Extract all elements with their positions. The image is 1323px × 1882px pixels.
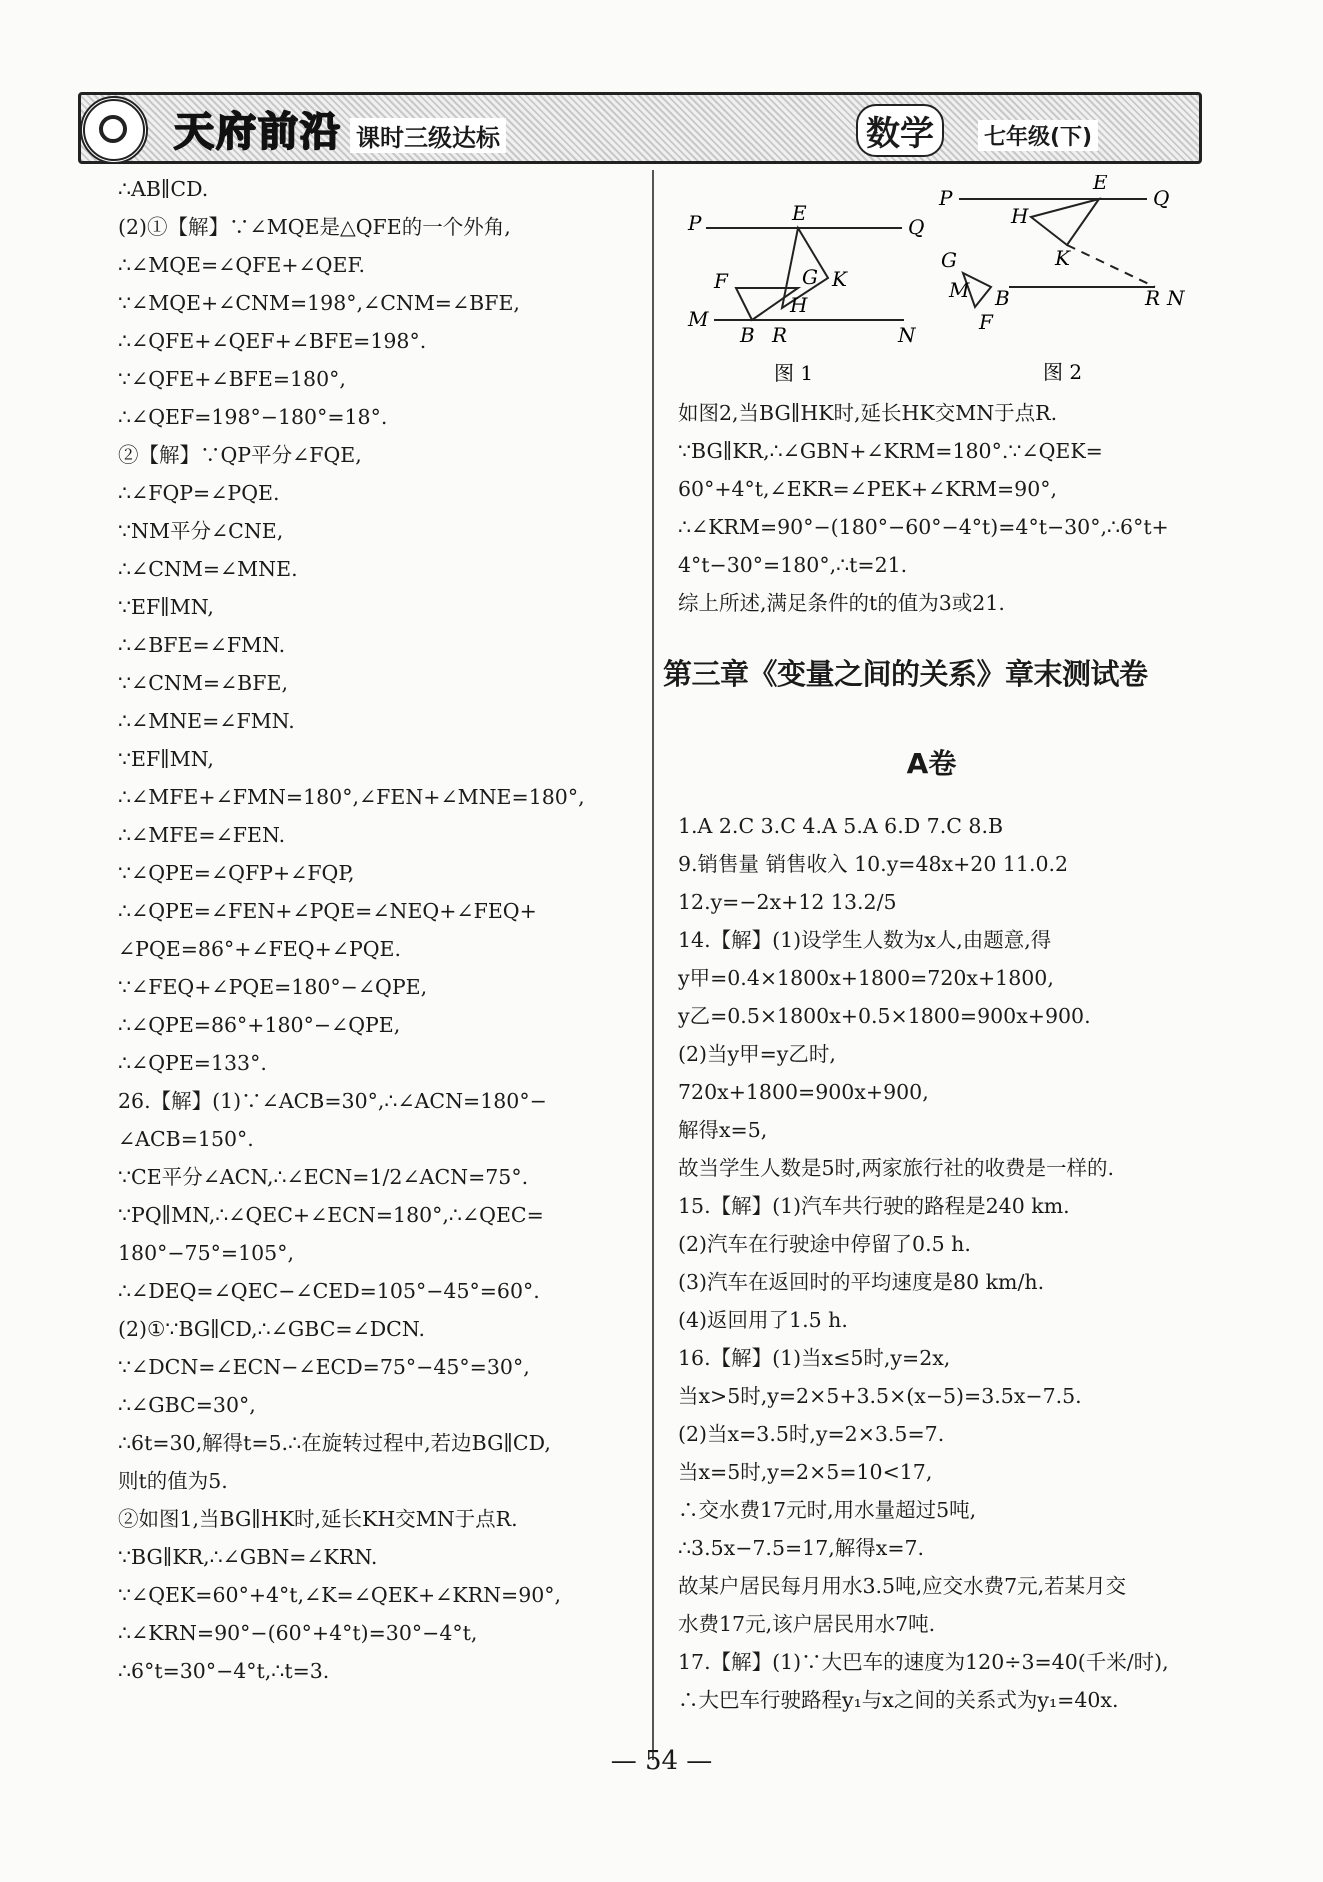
fig2-label-g: G — [941, 248, 957, 272]
volume-title: A卷 — [906, 747, 957, 780]
text-line: 解得x=5, — [678, 1118, 768, 1142]
text-line: ∴∠MNE=∠FMN. — [118, 709, 295, 733]
chapter-title: 第三章《变量之间的关系》章末测试卷 — [663, 657, 1148, 691]
grade-label: 七年级(下) — [978, 120, 1098, 151]
text-line: 180°−75°=105°, — [118, 1241, 294, 1265]
text-line: ∴大巴车行驶路程y₁与x之间的关系式为y₁=40x. — [678, 1688, 1119, 1712]
figure-2 — [935, 175, 1195, 390]
figure-1 — [678, 190, 933, 390]
text-line: 720x+1800=900x+900, — [678, 1080, 929, 1104]
text-line: ∴∠MFE=∠FEN. — [118, 823, 286, 847]
right-column-answers — [678, 807, 1198, 1719]
text-line: ②如图1,当BG∥HK时,延长KH交MN于点R. — [118, 1507, 518, 1531]
text-line: ∴6°t=30°−4°t,∴t=3. — [118, 1659, 330, 1683]
text-line: ∴∠MQE=∠QFE+∠QEF. — [118, 253, 366, 277]
text-line: ∴6t=30,解得t=5.∴在旋转过程中,若边BG∥CD, — [118, 1431, 551, 1455]
text-line: ∴AB∥CD. — [118, 177, 209, 201]
text-line: ∴∠GBC=30°, — [118, 1393, 256, 1417]
text-line: ∴∠QPE=133°. — [118, 1051, 267, 1075]
text-line: 17.【解】(1)∵大巴车的速度为120÷3=40(千米/时), — [678, 1650, 1169, 1674]
fig2-label-p: P — [939, 186, 953, 210]
text-line: 15.【解】(1)汽车共行驶的路程是240 km. — [678, 1194, 1070, 1218]
text-line: y乙=0.5×1800x+0.5×1800=900x+900. — [678, 1004, 1091, 1028]
text-line: ∴∠KRN=90°−(60°+4°t)=30°−4°t, — [118, 1621, 478, 1645]
text-line: ∵CE平分∠ACN,∴∠ECN=1/2∠ACN=75°. — [118, 1165, 529, 1189]
text-line: ∵∠QEK=60°+4°t,∠K=∠QEK+∠KRN=90°, — [118, 1583, 562, 1607]
fig2-caption: 图 2 — [1043, 360, 1083, 384]
text-line: ∵BG∥KR,∴∠GBN=∠KRN. — [118, 1545, 378, 1569]
page-number: — 54 — — [610, 1746, 713, 1776]
text-line: 4°t−30°=180°,∴t=21. — [678, 553, 908, 577]
series-name: 课时三级达标 — [350, 118, 506, 153]
fig1-label-h: H — [790, 293, 808, 317]
fig1-label-n: N — [898, 323, 916, 347]
text-line: 12.y=−2x+12 13.2/5 — [678, 890, 897, 914]
text-line: ②【解】∵QP平分∠FQE, — [118, 443, 362, 467]
subject-label: 数学 — [856, 104, 944, 157]
text-line: 如图2,当BG∥HK时,延长HK交MN于点R. — [678, 401, 1058, 425]
text-line: ∴∠BFE=∠FMN. — [118, 633, 286, 657]
left-column — [118, 170, 638, 1690]
text-line: 14.【解】(1)设学生人数为x人,由题意,得 — [678, 928, 1052, 952]
text-line: ∴∠MFE+∠FMN=180°,∠FEN+∠MNE=180°, — [118, 785, 585, 809]
text-line: 16.【解】(1)当x≤5时,y=2x, — [678, 1346, 951, 1370]
text-line: (2)①【解】∵∠MQE是△QFE的一个外角, — [118, 215, 511, 239]
fig1-label-r: R — [772, 323, 788, 347]
text-line: ∴∠CNM=∠MNE. — [118, 557, 298, 581]
text-line: (4)返回用了1.5 h. — [678, 1308, 848, 1332]
text-line: 9.销售量 销售收入 10.y=48x+20 11.0.2 — [678, 852, 1069, 876]
text-line: 26.【解】(1)∵∠ACB=30°,∴∠ACN=180°− — [118, 1089, 547, 1113]
text-line: 故当学生人数是5时,两家旅行社的收费是一样的. — [678, 1156, 1115, 1180]
text-line: 故某户居民每月用水3.5吨,应交水费7元,若某月交 — [678, 1574, 1127, 1598]
text-line: 60°+4°t,∠EKR=∠PEK+∠KRM=90°, — [678, 477, 1057, 501]
text-line: ∵PQ∥MN,∴∠QEC+∠ECN=180°,∴∠QEC= — [118, 1203, 544, 1227]
text-line: ∵EF∥MN, — [118, 747, 214, 771]
text-line: ∠PQE=86°+∠FEQ+∠PQE. — [118, 937, 402, 961]
fig1-label-g: G — [802, 265, 818, 289]
text-line: (2)当x=3.5时,y=2×3.5=7. — [678, 1422, 945, 1446]
fig1-label-m: M — [688, 307, 709, 331]
right-column-top — [678, 394, 1198, 622]
text-line: y甲=0.4×1800x+1800=720x+1800, — [678, 966, 1054, 990]
text-line: (3)汽车在返回时的平均速度是80 km/h. — [678, 1270, 1045, 1294]
text-line: 水费17元,该户居民用水7吨. — [678, 1612, 936, 1636]
text-line: ∵BG∥KR,∴∠GBN+∠KRM=180°.∵∠QEK= — [678, 439, 1103, 463]
text-line: ∵∠CNM=∠BFE, — [118, 671, 288, 695]
text-line: ∴∠DEQ=∠QEC−∠CED=105°−45°=60°. — [118, 1279, 540, 1303]
fig2-label-h: H — [1011, 204, 1029, 228]
text-line: ∴交水费17元时,用水量超过5吨, — [678, 1498, 977, 1522]
text-line: ∴∠QFE+∠QEF+∠BFE=198°. — [118, 329, 427, 353]
fig1-label-e: E — [792, 201, 807, 225]
brand-name: 天府前沿 — [174, 109, 342, 155]
fig1-label-k: K — [832, 267, 847, 291]
text-line: (2)①∵BG∥CD,∴∠GBC=∠DCN. — [118, 1317, 425, 1341]
fig2-label-n: N — [1167, 286, 1185, 310]
text-line: ∵∠QPE=∠QFP+∠FQP, — [118, 861, 355, 885]
text-line: ∴∠KRM=90°−(180°−60°−4°t)=4°t−30°,∴6°t+ — [678, 515, 1169, 539]
brand-logo-icon — [80, 96, 148, 164]
text-line: (2)汽车在行驶途中停留了0.5 h. — [678, 1232, 971, 1256]
text-line: ∵∠QFE+∠BFE=180°, — [118, 367, 346, 391]
text-line: 1.A 2.C 3.C 4.A 5.A 6.D 7.C 8.B — [678, 814, 1004, 838]
text-line: 当x>5时,y=2×5+3.5×(x−5)=3.5x−7.5. — [678, 1384, 1082, 1408]
text-line: ∴∠FQP=∠PQE. — [118, 481, 280, 505]
text-line: ∠ACB=150°. — [118, 1127, 254, 1151]
text-line: (2)当y甲=y乙时, — [678, 1042, 836, 1066]
fig2-label-m: M — [949, 278, 970, 302]
text-line: ∵NM平分∠CNE, — [118, 519, 284, 543]
fig1-label-p: P — [688, 211, 702, 235]
text-line: ∵EF∥MN, — [118, 595, 214, 619]
fig2-label-f: F — [979, 310, 993, 334]
text-line: ∵∠DCN=∠ECN−∠ECD=75°−45°=30°, — [118, 1355, 530, 1379]
fig1-label-q: Q — [908, 215, 925, 239]
text-line: ∵∠MQE+∠CNM=198°,∠CNM=∠BFE, — [118, 291, 520, 315]
column-divider — [652, 170, 654, 1760]
text-line: ∵∠FEQ+∠PQE=180°−∠QPE, — [118, 975, 428, 999]
text-line: 则t的值为5. — [118, 1469, 228, 1493]
fig1-label-b: B — [740, 323, 755, 347]
fig1-caption: 图 1 — [774, 361, 814, 385]
fig2-label-k: K — [1055, 246, 1070, 270]
text-line: 当x=5时,y=2×5=10<17, — [678, 1460, 933, 1484]
fig1-label-f: F — [714, 269, 728, 293]
fig2-label-e: E — [1093, 175, 1108, 194]
text-line: 综上所述,满足条件的t的值为3或21. — [678, 591, 1005, 615]
text-line: ∴∠QPE=∠FEN+∠PQE=∠NEQ+∠FEQ+ — [118, 899, 537, 923]
fig2-label-b: B — [995, 286, 1010, 310]
fig2-label-r: R — [1145, 286, 1161, 310]
text-line: ∴∠QEF=198°−180°=18°. — [118, 405, 388, 429]
text-line: ∴3.5x−7.5=17,解得x=7. — [678, 1536, 925, 1560]
fig2-label-q: Q — [1153, 186, 1170, 210]
text-line: ∴∠QPE=86°+180°−∠QPE, — [118, 1013, 401, 1037]
